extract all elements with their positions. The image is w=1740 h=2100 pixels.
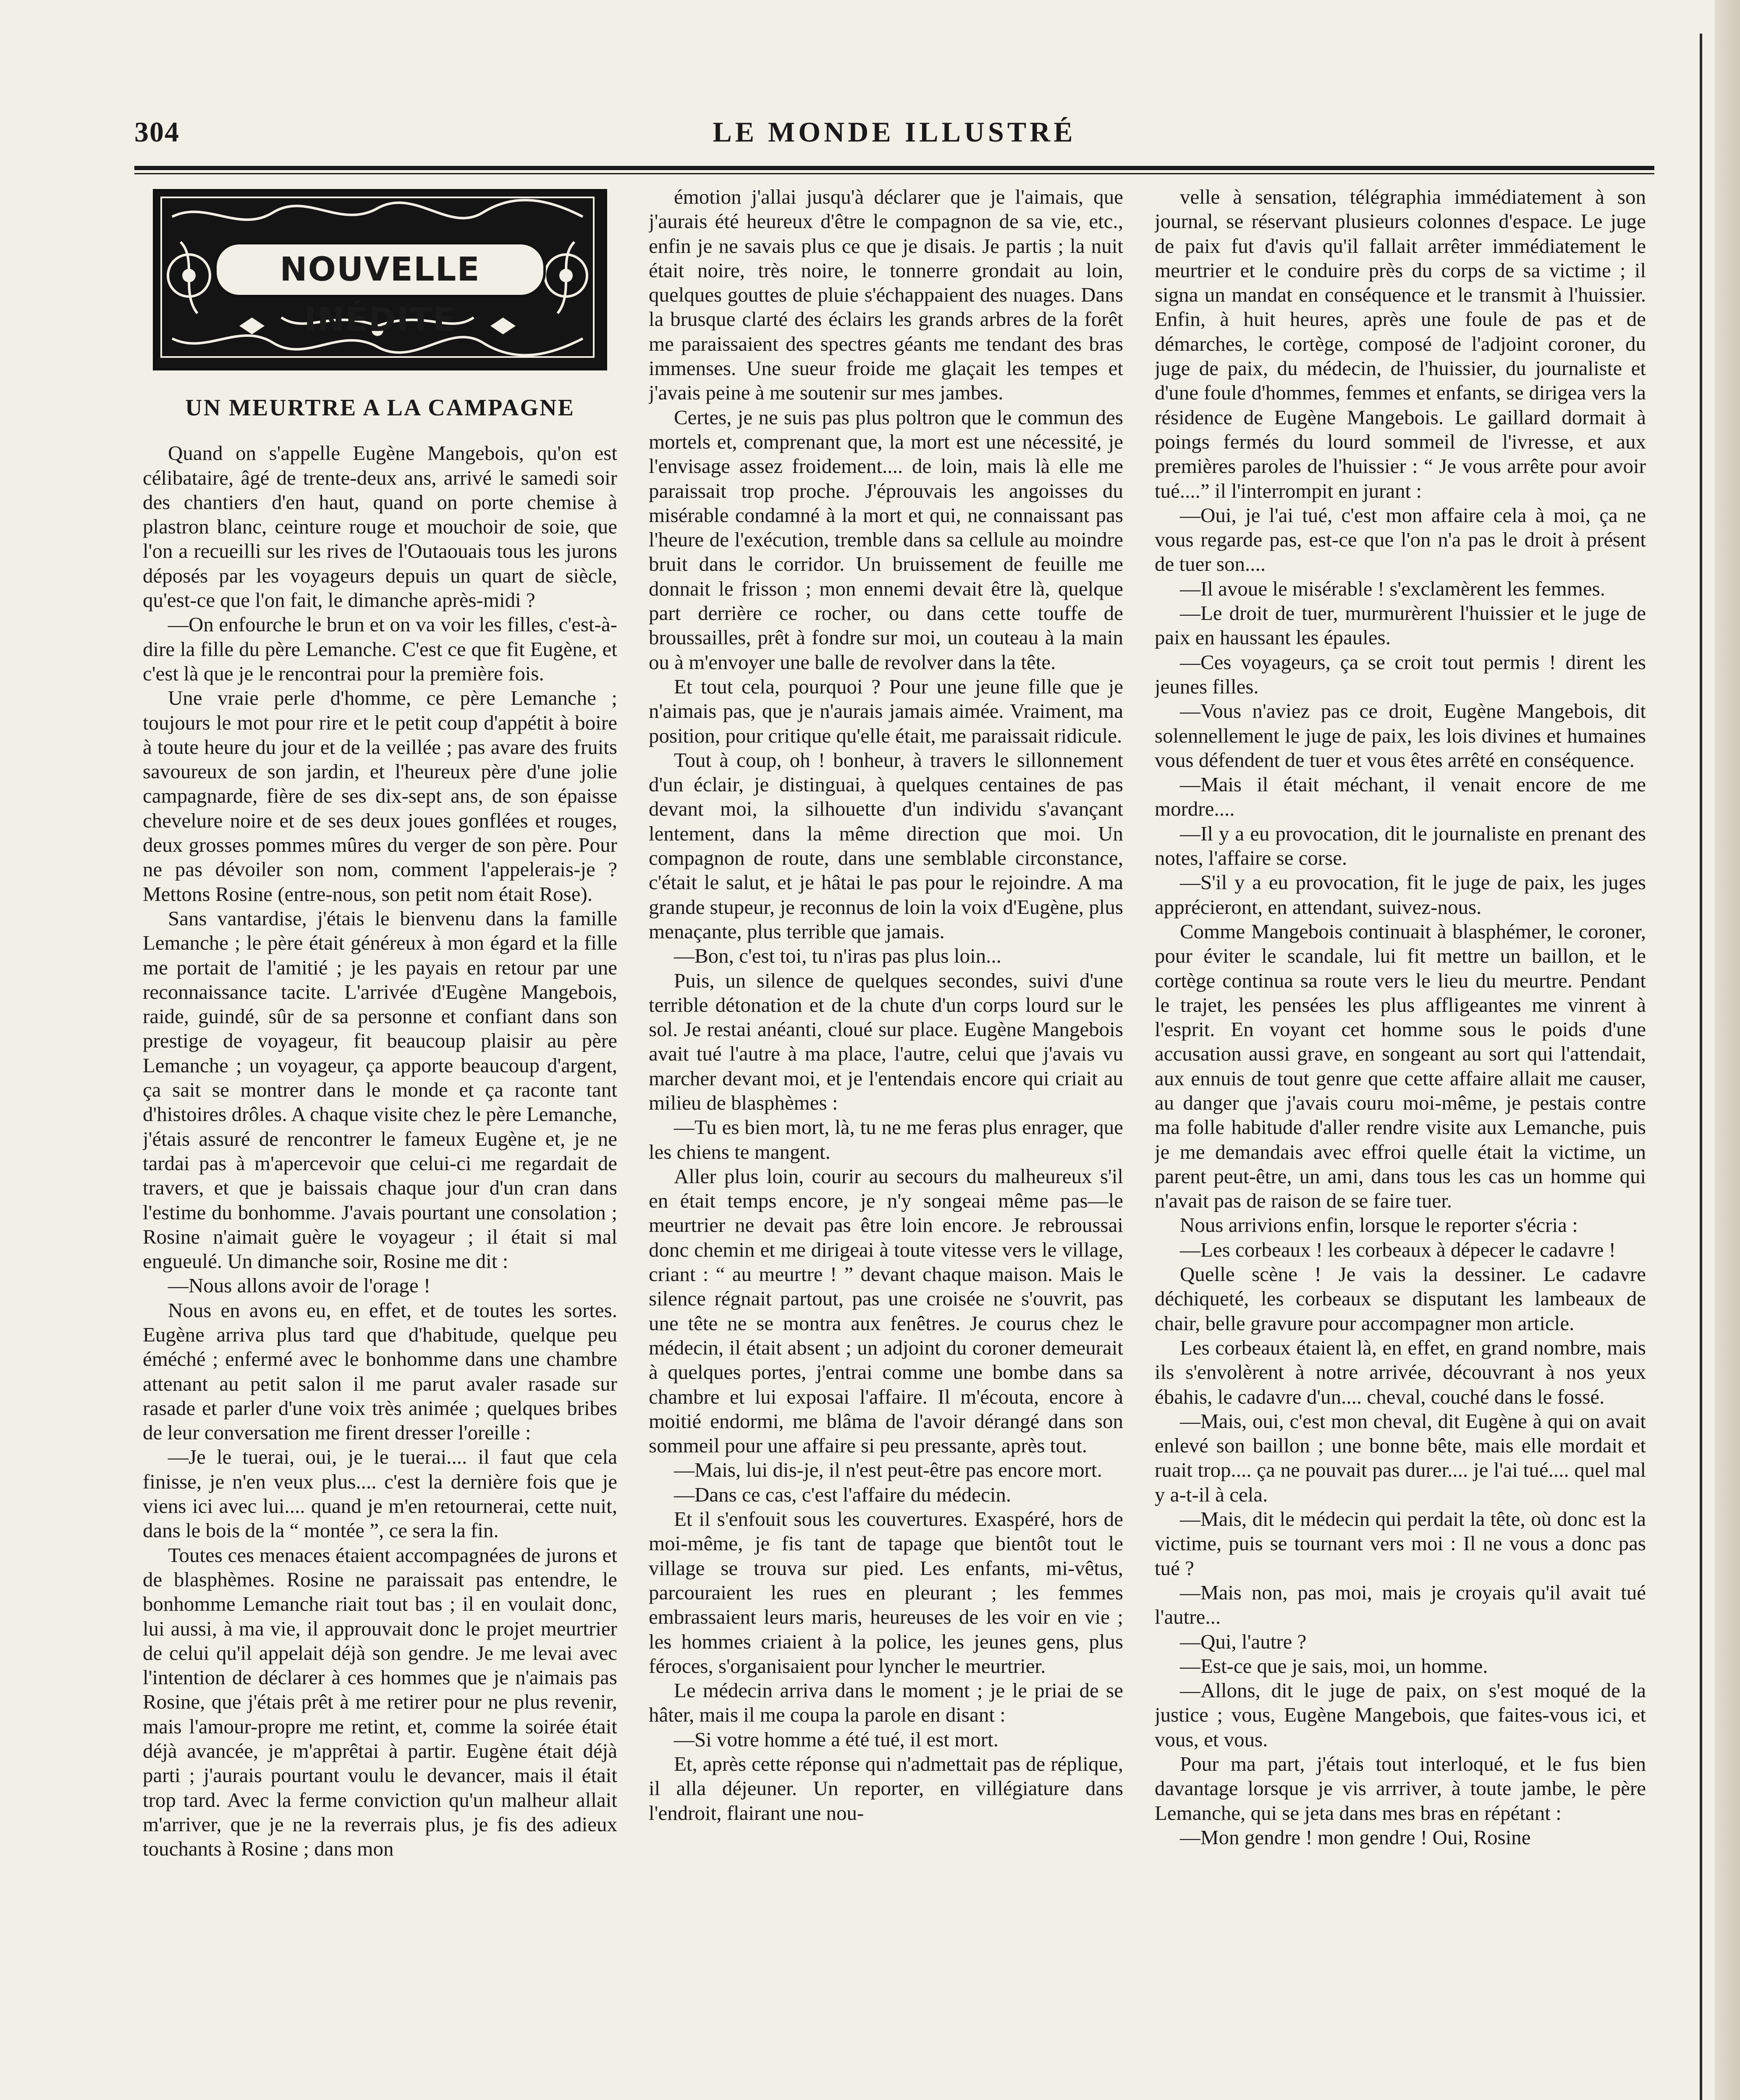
- paragraph: Quelle scène ! Je vais la dessiner. Le cadavre déchiqueté, les corbeaux se disputant les lambeaux de chair, belle gravure pour accompagner mon article.: [1155, 1263, 1646, 1335]
- paragraph: —Bon, c'est toi, tu n'iras pas plus loin...: [674, 944, 1001, 968]
- paragraph: Sans vantardise, j'étais le bienvenu dans la famille Lemanche ; le père était généreux à mon égard et la fille me portait de l'amitié ; je les payais en retour par une reconnaissance tacite. L'arrivée d'Eugène Mangebois, raide, guindé, sûr de sa personne et confiant dans son prestige de voyageur, fit beaucoup plaisir au père Lemanche ; un voyageur, ça apporte beaucoup d'argent, ça sait se montrer dans le monde et ça raconte tant d'histoires drôles. A chaque visite chez le père Lemanche, j'étais assuré de rencontrer le fameux Eugène et, je ne tardai pas à m'apercevoir que celui-ci me regardait de travers, et que je baissais chaque jour d'un cran dans l'estime du bonhomme. J'avais pourtant une consolation ; Rosine n'aimait guère le voyageur ; il était si mal engueulé. Un dimanche soir, Rosine me dit :: [143, 906, 617, 1273]
- paragraph: —Il y a eu provocation, dit le journaliste en prenant des notes, l'affaire se corse.: [1155, 822, 1646, 870]
- paragraph: Quand on s'appelle Eugène Mangebois, qu'on est célibataire, âgé de trente-deux ans, arrivé le samedi soir des chantiers d'en haut, quand on porte chemise à plastron blanc, ceinture rouge et mouchoir de soie, que l'on a recueilli sur les rives de l'Outaouais tous les jurons déposés par les voyageurs depuis un quart de siècle, qu'est-ce que l'on fait, le dimanche après-midi ?: [143, 441, 617, 612]
- paragraph: —Mais, dit le médecin qui perdait la tête, où donc est la victime, puis se tournant vers moi : Il ne vous a donc pas tué ?: [1155, 1507, 1646, 1580]
- paragraph: Comme Mangebois continuait à blasphémer, le coroner, pour éviter le scandale, lui fit mettre un baillon, et le cortège continua sa route vers le lieu du meurtre. Pendant le trajet, les pensées les plus affligeantes me vinrent à l'esprit. En voyant cet homme sous le poids d'une accusation aussi grave, en songeant au sort qui l'attendait, aux ennuis de tout genre que cette affaire allait me causer, au danger que j'avais couru moi-même, je pestais contre ma folle habitude d'aller rendre visite aux Lemanche, puis je me demandais avec effroi quelle était la victime, un parent peut-être, un ami, dans tous les cas un homme qui n'avait pas de raison de se faire tuer.: [1155, 919, 1646, 1213]
- paragraph: Nous arrivions enfin, lorsque le reporter s'écria :: [1180, 1213, 1578, 1237]
- paragraph: —Ces voyageurs, ça se croit tout permis ! dirent les jeunes filles.: [1155, 650, 1646, 698]
- paragraph: —Mon gendre ! mon gendre ! Oui, Rosine: [1180, 1825, 1531, 1849]
- paragraph: —Mais, lui dis-je, il n'est peut-être pas encore mort.: [674, 1458, 1102, 1482]
- paragraph: —Tu es bien mort, là, tu ne me feras plus enrager, que les chiens te mangent.: [649, 1116, 1123, 1163]
- paragraph: velle à sensation, télégraphia immédiatement à son journal, se réservant plusieurs colonnes d'espace. Le juge de paix fut d'avis qu'il fallait arrêter immédiatement le meurtrier et le conduire près du corps de sa victime ; il signa un mandat en conséquence et le transmit à l'huissier. Enfin, à huit heures, après une foule de pas et de démarches, le cortège, composé de l'adjoint coroner, du juge de paix, du médecin, de l'huissier, du journaliste et d'une foule d'hommes, femmes et enfants, se dirigea vers la résidence de Eugène Mangebois. Le gaillard dormait à poings fermés du lourd sommeil de l'ivresse, et aux premières paroles de l'huissier : “ Je vous arrête pour avoir tué....” il l'interrompit en jurant :: [1155, 185, 1646, 502]
- binding-line: [1700, 34, 1702, 2100]
- paragraph: —Mais il était méchant, il venait encore de me mordre....: [1155, 773, 1646, 821]
- paragraph: Et il s'enfouit sous les couvertures. Exaspéré, hors de moi-même, je fis tant de tapage que bientôt tout le village se trouva sur pied. Les enfants, mi-vêtus, parcouraient les rues en pleurant ; les femmes embrassaient leurs maris, heureuses de les voir en vie ; les hommes criaient à la police, les jeunes gens, plus féroces, s'organisaient pour lyncher le meurtrier.: [649, 1507, 1123, 1677]
- header-rule-thin: [134, 173, 1654, 174]
- page-number: 304: [134, 116, 180, 148]
- paragraph: —Il avoue le misérable ! s'exclamèrent les femmes.: [1180, 577, 1605, 600]
- paragraph: Le médecin arriva dans le moment ; je le priai de se hâter, mais il me coupa la parole en disant :: [649, 1679, 1123, 1727]
- paragraph: —Nous allons avoir de l'orage !: [168, 1274, 431, 1297]
- paragraph: —S'il y a eu provocation, fit le juge de paix, les juges apprécieront, en attendant, suivez-nous.: [1155, 871, 1646, 919]
- paragraph: Nous en avons eu, en effet, et de toutes les sortes. Eugène arriva plus tard que d'habitude, quelque peu éméché ; enfermé avec le bonhomme dans une chambre attenant au petit salon il me parut avaler rasade sur rasade et parler d'une voix très animée ; quelques bribes de leur conversation me firent dresser l'oreille :: [143, 1298, 617, 1444]
- paragraph: —Le droit de tuer, murmurèrent l'huissier et le juge de paix en haussant les épaules.: [1155, 601, 1646, 649]
- story-title: UN MEURTRE A LA CAMPAGNE: [185, 395, 575, 421]
- paragraph: émotion j'allai jusqu'à déclarer que je l'aimais, que j'aurais été heureux d'être le compagnon de sa vie, etc., enfin je ne savais plus ce que je disais. Je partis ; la nuit était noire, très noire, le tonnerre grondait au loin, quelques gouttes de pluie s'échappaient des nuages. Dans la brusque clarté des éclairs les grands arbres de la forêt me paraissaient des spectres géants me tendant des bras immenses. Une sueur froide me glaçait les tempes et j'avais peine à me soutenir sur mes jambes.: [649, 185, 1123, 404]
- paragraph: —Allons, dit le juge de paix, on s'est moqué de la justice ; vous, Eugène Mangebois, que faites-vous ici, et vous, et vous.: [1155, 1679, 1646, 1751]
- paragraph: Pour ma part, j'étais tout interloqué, et le fus bien davantage lorsque je vis arrriver, à toute jambe, le père Lemanche, qui se jeta dans mes bras en répétant :: [1155, 1752, 1646, 1824]
- paragraph: Puis, un silence de quelques secondes, suivi d'une terrible détonation et de la chute d'un corps lourd sur le sol. Je restai anéanti, cloué sur place. Eugène Mangebois avait tué l'autre à ma place, l'autre, celui que j'avais vu marcher devant moi, et je l'entendais encore qui criait au milieu de blasphèmes :: [649, 969, 1123, 1114]
- paragraph: Tout à coup, oh ! bonheur, à travers le sillonnement d'un éclair, je distinguai, à quelques centaines de pas devant moi, la silhouette d'un individu s'avançant lentement, dans la même direction que moi. Un compagnon de route, dans une semblable circonstance, c'était le salut, et je hâtai le pas pour le rejoindre. A ma grande stupeur, je reconnus de loin la voix d'Eugène, plus menaçante, plus terrible que jamais.: [649, 748, 1123, 943]
- paragraph: —On enfourche le brun et on va voir les filles, c'est-à-dire la fille du père Lemanche. C'est ce que fit Eugène, et c'est là que je le rencontrai pour la première fois.: [143, 613, 617, 685]
- paragraph: —Oui, je l'ai tué, c'est mon affaire cela à moi, ça ne vous regarde pas, est-ce que l'on n'a pas le droit à présent de tuer son....: [1155, 503, 1646, 576]
- page-edge: [1715, 0, 1740, 2100]
- paragraph: Aller plus loin, courir au secours du malheureux s'il en était temps encore, je n'y songeai même pas—le meurtrier ne devait pas être loin encore. Je rebroussai donc chemin et me dirigeai à toute vitesse vers le village, criant : “ au meurtre ! ” devant chaque maison. Mais le silence régnait partout, pas une croisée ne s'ouvrit, pas une tête ne se montra aux fenêtres. Je courus chez le médecin, il était absent ; un adjoint du coroner demeurait à quelques portes, j'entrai comme une bombe dans sa chambre et lui exposai l'affaire. Il m'écouta, encore à moitié endormi, me blâma de l'avoir dérangé dans son sommeil pour une affaire si peu pressante, après tout.: [649, 1164, 1123, 1457]
- paragraph: Et tout cela, pourquoi ? Pour une jeune fille que je n'aimais pas, que je n'aurais jamais aimée. Vraiment, ma position, pour critique qu'elle était, me paraissait ridicule.: [649, 675, 1123, 747]
- paragraph: Et, après cette réponse qui n'admettait pas de réplique, il alla déjeuner. Un reporter, en villégiature dans l'endroit, flairant une nou-: [649, 1752, 1123, 1824]
- paragraph: Certes, je ne suis pas plus poltron que le commun des mortels et, comprenant que, la mort est une nécessité, je l'envisage assez froidement.... de loin, mais là elle me paraissait trop proche. J'éprouvais les angoisses du misérable condamné à la mort et qui, ne connaissant pas l'heure de l'exécution, tremble dans sa cellule au moindre bruit dans le corridor. Un bruissement de feuille me donnait le frisson ; mon ennemi devait être là, quelque part derrière ce rocher, ou dans cette touffe de broussailles, prêt à fondre sur moi, un couteau à la main ou à m'envoyer une balle de revolver dans la tête.: [649, 405, 1123, 674]
- page-header: [134, 116, 1654, 162]
- column-2: [649, 185, 1123, 2100]
- nouvelle-banner: [153, 189, 607, 370]
- paragraph: —Dans ce cas, c'est l'affaire du médecin.: [674, 1483, 1012, 1506]
- paragraph: Une vraie perle d'homme, ce père Lemanche ; toujours le mot pour rire et le petit coup d'appétit à boire à toute heure du jour et de la veillée ; pas avare des fruits savoureux de son jardin, et l'heureux père d'une jolie campagnarde, fière de ses dix-sept ans, de son épaisse chevelure noire et de ses deux joues gonflées et rouges, deux grosses pommes mûres du verger de son père. Pour ne pas dévoiler son nom, comment l'appelerais-je ? Mettons Rosine (entre-nous, son petit nom était Rose).: [143, 686, 617, 906]
- paragraph: —Les corbeaux ! les corbeaux à dépecer le cadavre !: [1180, 1238, 1616, 1261]
- paragraph: —Mais non, pas moi, mais je croyais qu'il avait tué l'autre...: [1155, 1580, 1646, 1629]
- paragraph: —Qui, l'autre ?: [1180, 1630, 1307, 1653]
- column-3: [1155, 185, 1646, 2100]
- paragraph: —Si votre homme a été tué, il est mort.: [674, 1727, 998, 1751]
- column-1: [143, 185, 617, 2100]
- paragraph: —Je le tuerai, oui, je le tuerai.... il faut que cela finisse, je n'en veux plus.... c'est la dernière fois que je viens ici avec lui.... quand je m'en retournerai, cette nuit, dans le bois de la “ montée ”, ce sera la fin.: [143, 1445, 617, 1542]
- banner-label: NOUVELLE INÉDITE: [214, 242, 546, 297]
- paragraph: Les corbeaux étaient là, en effet, en grand nombre, mais ils s'envolèrent à notre arrivée, découvrant à nos yeux ébahis, le cadavre d'un.... cheval, couché dans le fossé.: [1155, 1336, 1646, 1408]
- header-rule: [134, 166, 1654, 170]
- paragraph: Toutes ces menaces étaient accompagnées de jurons et de blasphèmes. Rosine ne paraissait pas entendre, le bonhomme Lemanche riait tout bas ; il en voulait donc, lui aussi, à ma vie, il approuvait donc le projet meurtrier de celui qu'il appelait déjà son gendre. Je me levai avec l'intention de déclarer à ces hommes que je n'aimais pas Rosine, que j'étais prêt à me retirer pour ne plus revenir, mais l'amour-propre me retint, et, comme la soirée était déjà avancée, je m'apprêtai à partir. Eugène était déjà parti ; j'aurais pourtant voulu le devancer, mais il était trop tard. Avec la ferme conviction qu'un malheur allait m'arriver, que je ne la reverrais plus, je fis des adieux touchants à Rosine ; dans mon: [143, 1543, 617, 1861]
- paragraph: —Est-ce que je sais, moi, un homme.: [1180, 1654, 1488, 1677]
- journal-title: LE MONDE ILLUSTRÉ: [713, 116, 1076, 148]
- paragraph: —Vous n'aviez pas ce droit, Eugène Mangebois, dit solennellement le juge de paix, les lois divines et humaines vous défendent de tuer et vous êtes arrêté en conséquence.: [1155, 699, 1646, 772]
- paragraph: —Mais, oui, c'est mon cheval, dit Eugène à qui on avait enlevé son baillon ; une bonne bête, mais elle mordait et ruait trop.... ça ne pouvait pas durer.... je l'ai tué.... quel mal y a-t-il à cela.: [1155, 1409, 1646, 1506]
